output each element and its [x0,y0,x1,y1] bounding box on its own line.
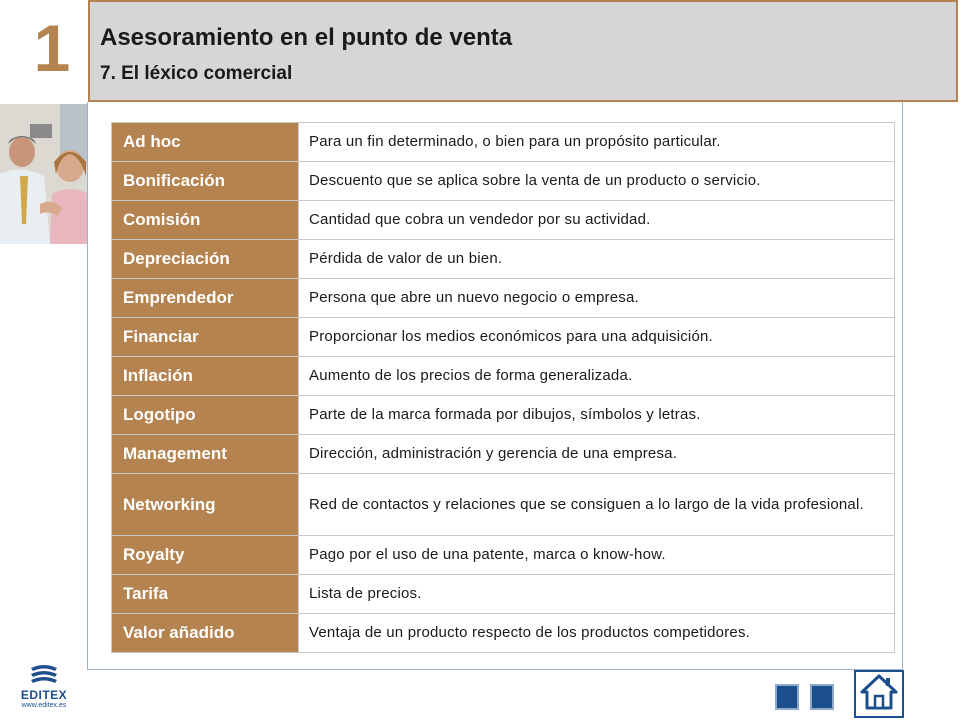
glossary-definition: Pago por el uso de una patente, marca o know-how. [299,536,895,575]
glossary-term: Valor añadido [112,614,299,653]
glossary-term: Depreciación [112,240,299,279]
glossary-row [112,575,895,614]
glossary-row [112,435,895,474]
glossary-term: Emprendedor [112,279,299,318]
glossary-row [112,201,895,240]
glossary-term: Ad hoc [112,123,299,162]
home-icon [859,672,899,717]
glossary-row [112,279,895,318]
glossary-definition: Pérdida de valor de un bien. [299,240,895,279]
glossary-term: Comisión [112,201,299,240]
glossary-definition: Cantidad que cobra un vendedor por su actividad. [299,201,895,240]
glossary-definition: Ventaja de un producto respecto de los productos competidores. [299,614,895,653]
previous-slide-button[interactable] [775,684,799,710]
page-title: Asesoramiento en el punto de venta [100,24,513,51]
glossary-definition: Para un fin determinado, o bien para un propósito particular. [299,123,895,162]
glossary-row [112,240,895,279]
salespeople-photo [0,104,88,244]
triangle-left-icon [780,687,794,708]
glossary-definition: Red de contactos y relaciones que se consiguen a lo largo de la vida profesional. [299,474,895,536]
editex-logo [14,664,74,714]
editex-logo-mark [14,664,74,688]
glossary-definition: Aumento de los precios de forma generalizada. [299,357,895,396]
glossary-row [112,614,895,653]
next-slide-button[interactable] [810,684,834,710]
glossary-row [112,123,895,162]
glossary-term: Management [112,435,299,474]
editex-logo-name: EDITEX [20,688,68,702]
glossary-term: Logotipo [112,396,299,435]
glossary-term: Royalty [112,536,299,575]
glossary-term: Inflación [112,357,299,396]
editex-logo-url: www.editex.es [21,702,67,709]
glossary-definition: Persona que abre un nuevo negocio o empresa. [299,279,895,318]
home-button[interactable] [854,670,904,718]
glossary-row [112,318,895,357]
chapter-number: 1 [33,11,71,85]
triangle-right-icon [815,687,829,708]
glossary-term: Bonificación [112,162,299,201]
glossary-row [112,162,895,201]
glossary-row [112,396,895,435]
glossary-definition: Lista de precios. [299,575,895,614]
glossary-definition: Descuento que se aplica sobre la venta de un producto o servicio. [299,162,895,201]
page-subtitle: 7. El léxico comercial [100,63,293,84]
glossary-definition: Proporcionar los medios económicos para una adquisición. [299,318,895,357]
glossary-definition: Parte de la marca formada por dibujos, símbolos y letras. [299,396,895,435]
glossary-table [111,122,895,653]
slide-header [88,0,958,102]
glossary-row [112,536,895,575]
glossary-term: Financiar [112,318,299,357]
glossary-definition: Dirección, administración y gerencia de una empresa. [299,435,895,474]
glossary-row [112,357,895,396]
glossary-row [112,474,895,536]
glossary-term: Tarifa [112,575,299,614]
glossary-term: Networking [112,474,299,536]
